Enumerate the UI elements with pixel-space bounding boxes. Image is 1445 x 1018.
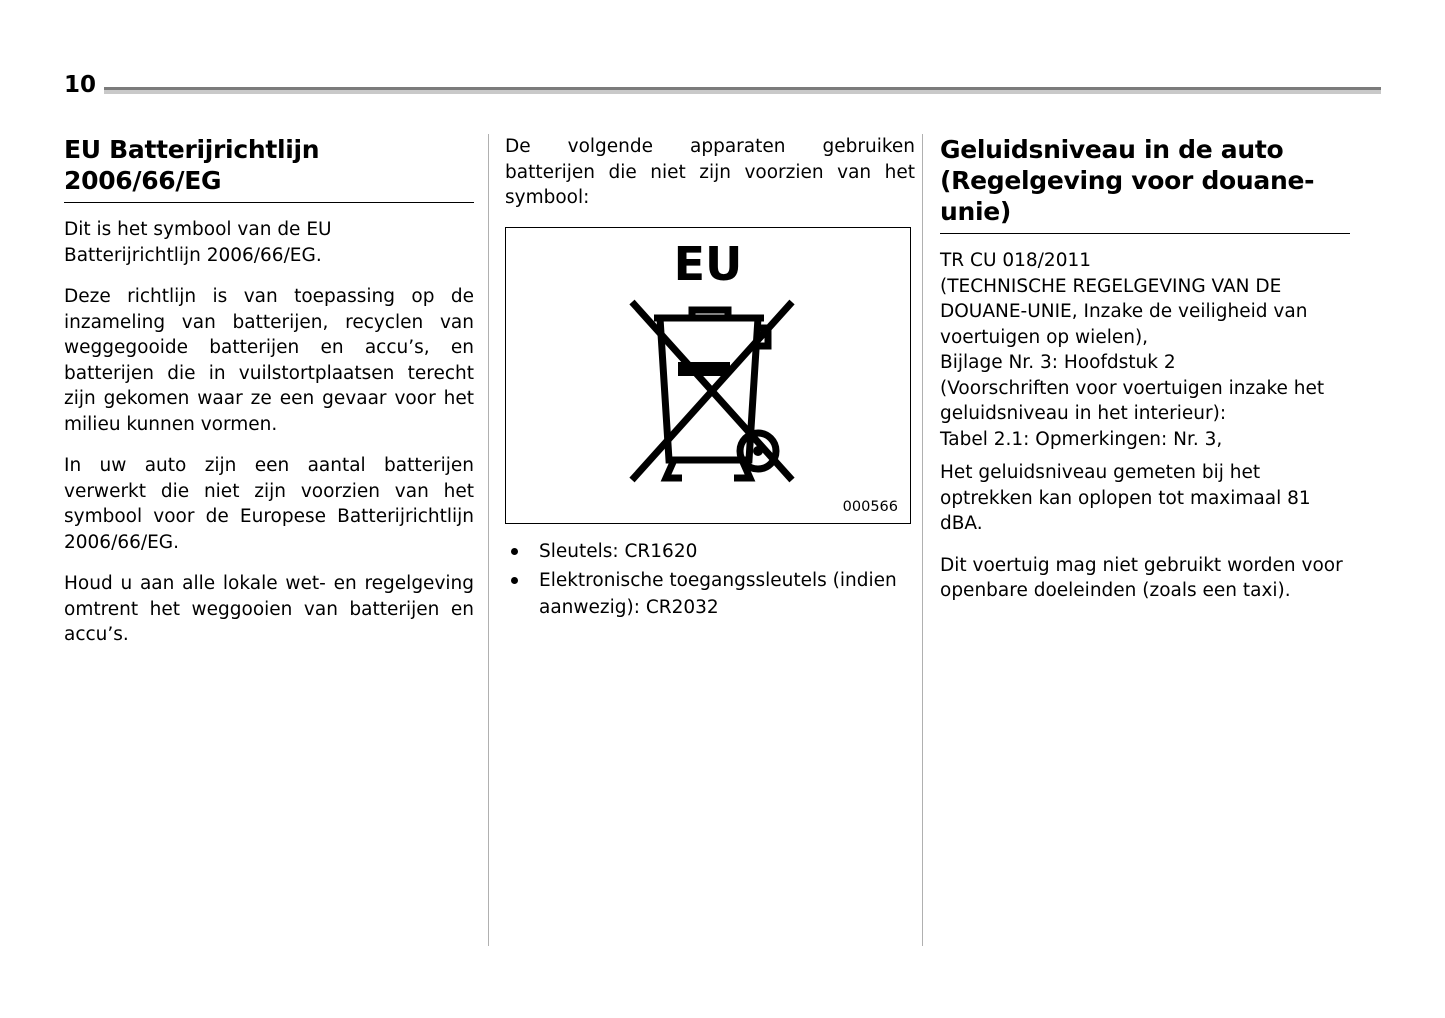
regulation-line: (TECHNISCHE REGELGEVING VAN DE DOUANE-UNIE, Inzake de veiligheid van voertuigen op wielen), <box>940 275 1308 348</box>
paragraph: Deze richtlijn is van toepassing op de inzameling van batterijen, recyclen van weggegooide batterijen en accu’s, en batterijen die in vuilstortplaatsen terecht zijn gekomen waar ze een gevaar voor het milieu kunnen vormen. <box>64 286 474 435</box>
regulation-line: TR CU 018/2011 <box>940 250 1091 271</box>
paragraph: Dit is het symbool van de EU Batterijrichtlijn 2006/66/EG. <box>64 219 332 266</box>
title-rule <box>64 202 474 203</box>
paragraph: Houd u aan alle lokale wet- en regelgeving omtrent het weggooien van batterijen en accu’s. <box>64 573 474 645</box>
column-left <box>64 134 474 946</box>
column-middle <box>505 134 915 946</box>
column-divider-2 <box>922 134 923 946</box>
battery-type-list <box>505 538 915 621</box>
bullet-icon <box>511 548 518 555</box>
list-item <box>505 567 915 621</box>
paragraph: Het geluidsniveau gemeten bij het optrekken kan oplopen tot maximaal 81 dBA. <box>940 462 1311 534</box>
paragraph: Dit voertuig mag niet gebruikt worden voor openbare doeleinden (zoals een taxi). <box>940 554 1343 601</box>
section-title-interior-noise-level: Geluidsniveau in de auto (Regelgeving voor douane-unie) <box>940 135 1315 226</box>
header-rule-accent <box>104 87 1381 90</box>
regulation-line: Bijlage Nr. 3: Hoofdstuk 2 <box>940 352 1176 373</box>
figure-eu-battery-symbol <box>505 227 911 524</box>
crossed-out-wheeled-bin-icon <box>506 228 910 523</box>
list-item <box>505 538 915 565</box>
section-title-eu-battery-directive: EU Batterijrichtlijn 2006/66/EG <box>64 135 320 195</box>
content-columns <box>64 134 1381 946</box>
list-item-label: Elektronische toegangssleutels (indien aanwezig): CR2032 <box>539 569 897 618</box>
title-rule <box>940 233 1350 234</box>
figure-id: 000566 <box>842 498 898 515</box>
paragraph: In uw auto zijn een aantal batterijen verwerkt die niet zijn voorzien van het symbool voor de Europese Batterijrichtlijn 2006/66/EG. <box>64 455 474 553</box>
page-number: 10 <box>64 72 97 98</box>
regulation-lines <box>940 248 1350 452</box>
column-divider-1 <box>488 134 489 946</box>
page-header <box>64 72 1381 102</box>
regulation-line: (Voorschriften voor voertuigen inzake het geluidsniveau in het interieur): <box>940 377 1325 424</box>
bullet-icon <box>511 577 518 584</box>
regulation-line: Tabel 2.1: Opmerkingen: Nr. 3, <box>940 428 1223 450</box>
svg-text:EU: EU <box>673 236 743 291</box>
paragraph-intro: De volgende apparaten gebruiken batterijen die niet zijn voorzien van het symbool: <box>505 136 915 208</box>
column-right <box>940 134 1350 946</box>
list-item-label: Sleutels: CR1620 <box>539 540 698 562</box>
